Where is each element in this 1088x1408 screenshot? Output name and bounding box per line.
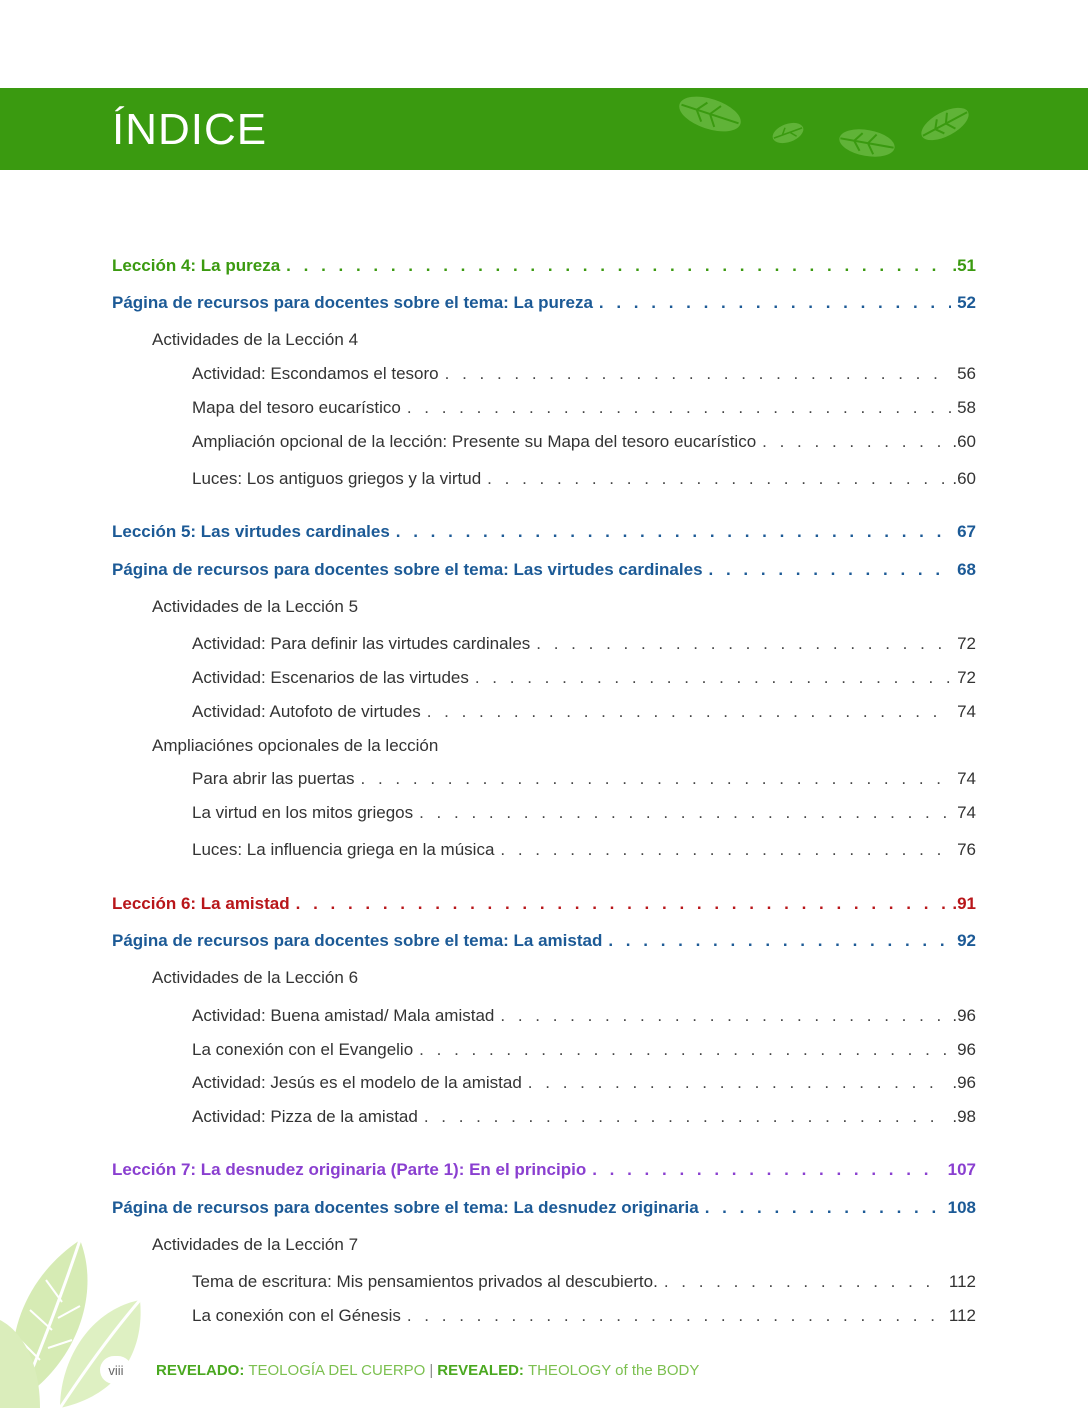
dot-leader xyxy=(592,1158,941,1182)
toc-entry[interactable]: Actividad: Autofoto de virtudes . . . 74 xyxy=(192,700,976,724)
series-es-title: TEOLOGÍA DEL CUERPO xyxy=(248,1361,426,1379)
dot-leader xyxy=(407,1304,943,1328)
leaf-icon xyxy=(676,92,744,136)
toc-entry[interactable]: Actividad: Escondamos el tesoro . . . 56 xyxy=(192,362,976,386)
header-banner xyxy=(0,88,1088,170)
dot-leader xyxy=(664,1270,943,1294)
dot-leader xyxy=(705,1196,942,1220)
dot-leader xyxy=(419,801,951,825)
dot-leader xyxy=(536,632,951,656)
dot-leader xyxy=(427,700,951,724)
dot-leader xyxy=(419,1038,951,1062)
page-number: viii xyxy=(100,1356,132,1384)
dot-leader xyxy=(487,467,946,491)
footer-separator: | xyxy=(429,1361,434,1379)
toc-entry[interactable]: Para abrir las puertas . . . 74 xyxy=(192,767,976,791)
toc-entry-lesson-7[interactable]: Lección 7: La desnudez originaria (Parte 1): En el principio . . . 107 xyxy=(112,1158,976,1182)
toc-entry[interactable]: Luces: La influencia griega en la música . . . 76 xyxy=(192,838,976,862)
dot-leader xyxy=(500,1004,946,1028)
toc-entry[interactable]: Actividad: Buena amistad/ Mala amistad . . . .96 xyxy=(192,1004,976,1028)
dot-leader xyxy=(762,430,946,454)
toc-entry[interactable]: Actividad: Pizza de la amistad . . . .98 xyxy=(192,1105,976,1129)
toc-entry[interactable]: La virtud en los mitos griegos . . . 74 xyxy=(192,801,976,825)
leaf-icon xyxy=(916,104,974,144)
toc-entry-lesson-5[interactable]: Lección 5: Las virtudes cardinales . . . 67 xyxy=(112,520,976,544)
dot-leader xyxy=(599,291,951,315)
toc-entry-resource-pureza[interactable]: Página de recursos para docentes sobre el tema: La pureza . . . 52 xyxy=(112,291,976,315)
toc-entry-lesson-6[interactable]: Lección 6: La amistad . . . .91 xyxy=(112,892,976,916)
toc-entry[interactable]: Mapa del tesoro eucarístico . . . 58 xyxy=(192,396,976,420)
toc-entry[interactable]: Luces: Los antiguos griegos y la virtud . . . .60 xyxy=(192,467,976,491)
toc-subheading: Actividades de la Lección 7 xyxy=(152,1235,359,1254)
toc-entry-resource-amistad[interactable]: Página de recursos para docentes sobre el tema: La amistad . . . 92 xyxy=(112,929,976,953)
toc-entry[interactable]: Actividad: Jesús es el modelo de la amistad . . . .96 xyxy=(192,1071,976,1095)
dot-leader xyxy=(475,666,951,690)
toc-subheading: Actividades de la Lección 5 xyxy=(152,597,359,616)
dot-leader xyxy=(709,558,952,582)
dot-leader xyxy=(608,929,951,953)
series-en-title: THEOLOGY of the BODY xyxy=(527,1361,700,1379)
toc-entry-resource-desnudez[interactable]: Página de recursos para docentes sobre el tema: La desnudez originaria . . . 108 xyxy=(112,1196,976,1220)
dot-leader xyxy=(286,254,946,278)
toc-entry[interactable]: La conexión con el Evangelio . . . 96 xyxy=(192,1038,976,1062)
toc-subheading: Actividades de la Lección 6 xyxy=(152,968,359,987)
toc-subheading: Ampliaciónes opcionales de la lección xyxy=(152,736,439,755)
toc-entry-resource-virtudes[interactable]: Página de recursos para docentes sobre el tema: Las virtudes cardinales . . . 68 xyxy=(112,558,976,582)
toc-entry[interactable]: Ampliación opcional de la lección: Presente su Mapa del tesoro eucarístico . . . .60 xyxy=(192,430,976,454)
leaf-icon xyxy=(770,120,806,146)
toc-entry[interactable]: Actividad: Escenarios de las virtudes . . . 72 xyxy=(192,666,976,690)
leaf-icon xyxy=(836,124,898,162)
toc-entry[interactable]: Tema de escritura: Mis pensamientos privados al descubierto. . . . 112 xyxy=(192,1270,976,1294)
dot-leader xyxy=(407,396,951,420)
toc-subheading: Actividades de la Lección 4 xyxy=(152,330,359,349)
toc-entry[interactable]: La conexión con el Génesis . . . 112 xyxy=(192,1304,976,1328)
dot-leader xyxy=(296,892,947,916)
page-footer xyxy=(100,1356,699,1384)
page-title: ÍNDICE xyxy=(112,105,268,154)
dot-leader xyxy=(528,1071,947,1095)
toc-entry[interactable]: Actividad: Para definir las virtudes cardinales . . . 72 xyxy=(192,632,976,656)
dot-leader xyxy=(361,767,952,791)
series-en-label: REVEALED: xyxy=(437,1361,524,1379)
dot-leader xyxy=(424,1105,947,1129)
series-es-label: REVELADO: xyxy=(156,1361,245,1379)
toc-entry-lesson-4[interactable]: Lección 4: La pureza . . . .51 xyxy=(112,254,976,278)
dot-leader xyxy=(445,362,951,386)
dot-leader xyxy=(396,520,951,544)
dot-leader xyxy=(500,838,951,862)
